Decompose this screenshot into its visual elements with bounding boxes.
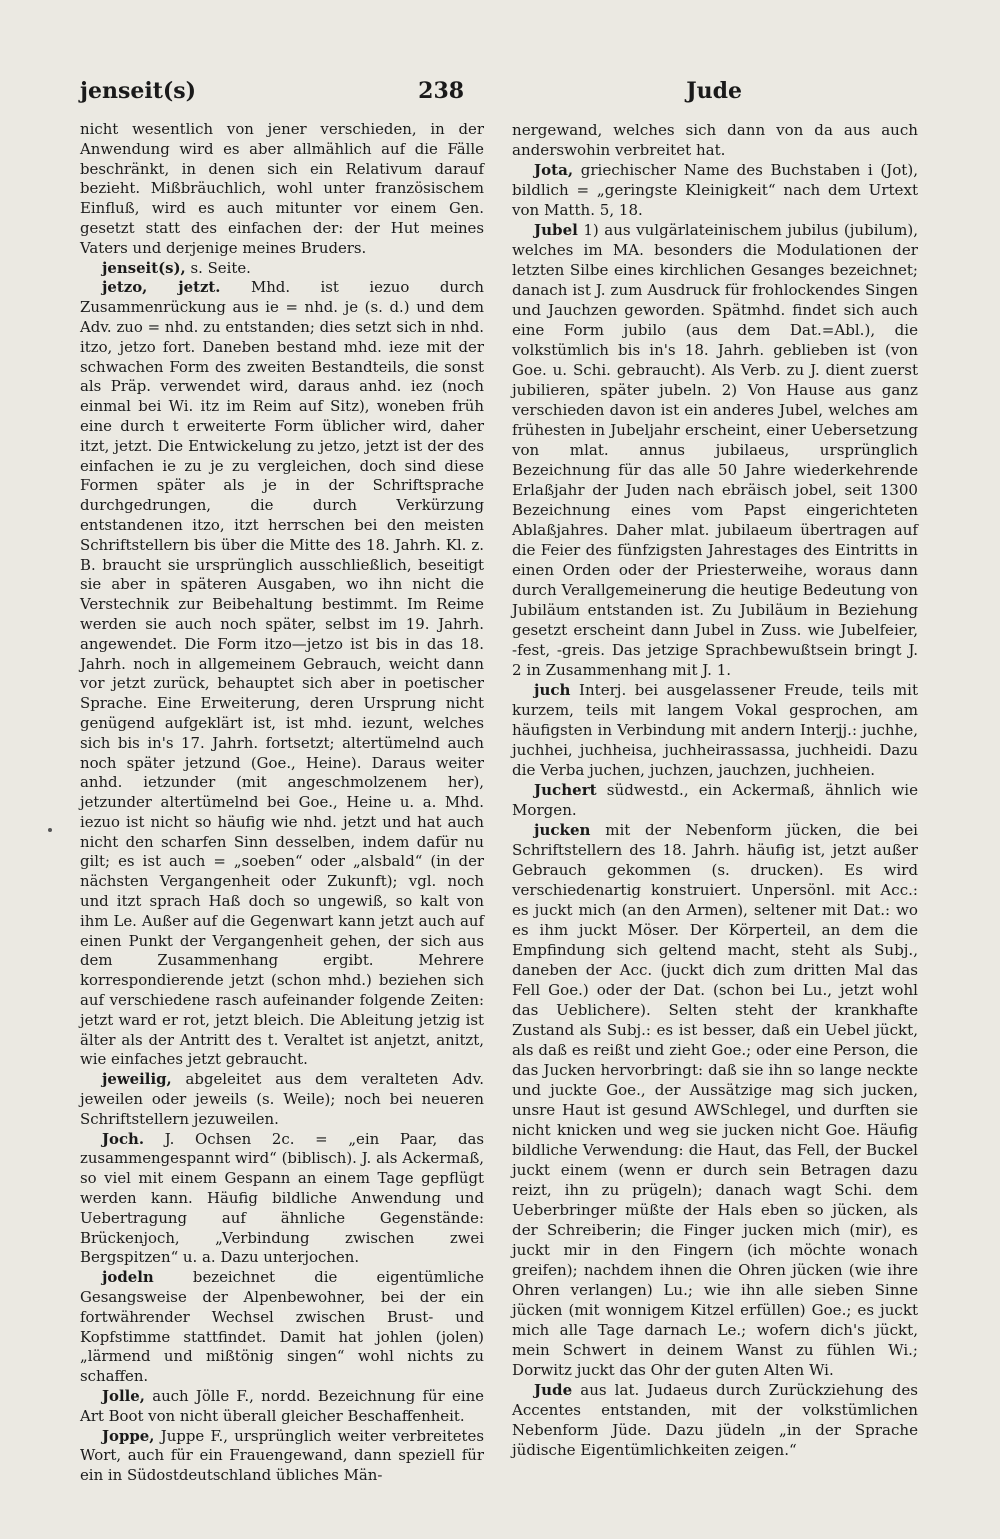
entry-text: bezeichnet die eigentümliche Gesangsweise der Alpenbewohner, bei der ein fortwährender Wechsel zwischen Brust- und Kopfstimme stattfindet. Damit hat johlen (jolen) „lärmend und mißtönig singen“ wohl nichts zu schaffen. — [80, 1268, 484, 1386]
entry-text: mit der Nebenform jücken, die bei Schriftstellern des 18. Jahrh. häufig ist, jetzt außer Gebrauch gekommen (s. drucken). Es wird verschiedenartig konstruiert. Unpersönl. mit Acc.: es juckt mich (an den Armen), seltener mit Dat.: wo es ihm juckt Möser. Der Körperteil, an dem die Empfindung sich geltend macht, steht als Subj., daneben der Acc. (juckt dich zum dritten Mal das Fell Goe.) oder der Dat. (schon bei Lu., jetzt wohl das Ueblichere). Selten steht der krankhafte Zustand als Subj.: es ist besser, daß ein Uebel jückt, als daß es reißt und zieht Goe.; oder eine Person, die das Jucken hervorbringt: daß sie ihn so lange neckte und juckte Goe., der Aussätzige mag sich jucken, unsre Haut ist gesund AWSchlegel, und durften sie nicht knicken und weg sie jucken nicht Goe. Häufig bildliche Verwendung: die Haut, das Fell, der Buckel juckt einem (wenn er durch sein Betragen dazu reizt, ihn zu prügeln); danach wagt Schi. dem Ueberbringer müßte der Hals eben so jücken, als der Schreiberin; die Finger jucken mich (mir), es juckt mir in den Fingern (ich möchte wonach greifen); nachdem ihnen die Ohren jücken (wie ihre Ohren verlangen) Lu.; wie ihn alle sieben Sinne jücken (mit wonnigem Kitzel erfüllen) Goe.; es juckt mich alle Tage darnach Le.; wofern dich's jückt, mein Schwert in deinem Wanst zu fühlen Wi.; Dorwitz juckt das Ohr der guten Alten Wi. — [512, 821, 918, 1379]
entry-headword: jodeln — [102, 1268, 154, 1287]
entry — [512, 680, 918, 780]
right-column — [512, 120, 918, 1460]
running-header — [80, 78, 742, 108]
entry-headword: jucken — [534, 821, 591, 839]
entry-text: nicht wesentlich von jener verschieden, in der Anwendung wird es aber allmählich auf die Fälle beschränkt, in denen sich ein Relativum darauf bezieht. Mißbräuchlich, wohl unter französischem Einfluß, wird es auch mitunter vor einem Gen. gesetzt statt des einfachen der: der Hut meines Vaters und derjenige meines Bruders. — [80, 120, 484, 257]
entry-text: südwestd., ein Ackermaß, ähnlich wie Morgen. — [512, 781, 918, 819]
entry — [80, 259, 484, 279]
entry — [512, 820, 918, 1380]
entry-text: Mhd. ist iezuo durch Zusammenrückung aus ie = nhd. je (s. d.) und dem Adv. zuo = nhd. zu entstanden; dies setzt sich in nhd. itzo, jetzo fort. Daneben bestand mhd. ieze mit der schwachen Form des zweiten Bestandteils, die sonst als Präp. verwendet wird, daraus anhd. iez (noch einmal bei Wi. itz im Reim auf Sitz), woneben früh eine durch t erweiterte Form üblicher wird, daher itzt, jetzt. Die Entwickelung zu jetzo, jetzt ist der des einfachen ie zu je zu vergleichen, doch sind diese Formen später als je in der Schriftsprache durchgedrungen, die durch Verkürzung entstandenen itzo, itzt herrschen bei den meisten Schriftstellern bis über die Mitte des 18. Jahrh. Kl. z. B. braucht sie ursprünglich ausschließlich, beseitigt sie aber in späteren Ausgaben, wo ihn nicht die Verstechnik zur Beibehaltung bestimmt. Im Reime werden sie auch noch später, selbst im 19. Jahrh. angewendet. Die Form itzo—jetzo ist bis in das 18. Jahrh. noch in allgemeinem Gebrauch, weicht dann vor jetzt zurück, behauptet sich aber in poetischer Sprache. Eine Erweiterung, deren Ursprung nicht genügend aufgeklärt ist, ist mhd. iezunt, welches sich bis in's 17. Jahrh. fortsetzt; altertümelnd auch noch später jetzund (Goe., Heine). Daraus weiter anhd. ietzunder (mit angeschmolzenem her), jetzunder altertümelnd bei Goe., Heine u. a. Mhd. iezuo ist nicht so häufig wie nhd. jetzt und hat auch nicht den scharfen Sinn desselben, indem dafür nu gilt; es ist auch = „soeben“ oder „alsbald“ (in der nächsten Vergangenheit oder Zukunft); vgl. noch und itzt sprach Haß doch so ungewiß, so kalt von ihm Le. Außer auf die Gegenwart kann jetzt auch auf einen Punkt der Vergangenheit gehen, der sich aus dem Zusammenhang ergibt. Mehrere korrespondierende jetzt (schon mhd.) beziehen sich auf verschiedene rasch aufeinander folgende Zeiten: jetzt ward er rot, jetzt bleich. Die Ableitung jetzig ist älter als der Antritt des t. Veraltet ist anjetzt, anitzt, wie einfaches jetzt gebraucht. — [80, 278, 484, 1069]
entry-text: griechischer Name des Buchstaben i (Jot), bildlich = „geringste Kleinigkeit“ nach dem Urtext von Matth. 5, 18. — [512, 161, 918, 219]
entry-headword: jenseit(s), — [102, 258, 186, 277]
entry-headword: Jubel — [534, 221, 578, 239]
entry — [80, 278, 484, 1070]
entry — [80, 1427, 484, 1486]
entry-headword: jeweilig, — [102, 1070, 172, 1089]
entry — [80, 1070, 484, 1129]
entry-text: abgeleitet aus dem veralteten Adv. jeweilen oder jeweils (s. Weile); noch bei neueren Schriftstellern jezuweilen. — [80, 1070, 484, 1128]
entry-text: aus lat. Judaeus durch Zurückziehung des Accentes entstanden, mit der volkstümlichen Nebenform Jüde. Dazu jüdeln „in der Sprache jüdische Eigentümlichkeiten zeigen.“ — [512, 1381, 918, 1459]
entry-text: J. Ochsen 2c. = „ein Paar, das zusammengespannt wird“ (biblisch). J. als Ackermaß, so viel mit einem Gespann an einem Tage gepflügt werden kann. Häufig bildliche Anwendung und Uebertragung auf ähnliche Gegenstände: Brückenjoch, „Verbindung zwischen zwei Bergspitzen“ u. a. Dazu unterjochen. — [80, 1129, 484, 1267]
entry-continuation — [512, 120, 918, 160]
entry-headword: Joch. — [102, 1129, 145, 1148]
entry — [80, 1130, 484, 1269]
entry-headword: juch — [534, 681, 571, 699]
entry-text: s. Seite. — [185, 258, 251, 277]
header-right-catchword: Jude — [686, 78, 742, 104]
header-left-catchword: jenseit(s) — [80, 78, 197, 104]
entry-headword: Jude — [534, 1381, 573, 1399]
entry-headword: Jolle, — [102, 1387, 145, 1405]
entry-text: 1) aus vulgärlateinischem jubilus (jubilum), welches im MA. besonders die Modulationen der letzten Silbe eines kirchlichen Gesanges bezeichnet; danach ist J. zum Ausdruck für frohlockendes Singen und Jauchzen geworden. Spätmhd. findet sich auch eine Form jubilo (aus dem Dat.=Abl.), die volkstümlich bis in's 18. Jahrh. geblieben ist (von Goe. u. Schi. gebraucht). Als Verb. zu J. dient zuerst jubilieren, später jubeln. 2) Von Hause aus ganz verschieden davon ist ein anderes Jubel, welches am frühesten in Jubeljahr erscheint, einer Uebersetzung von mlat. annus jubilaeus, ursprünglich Bezeichnung für das alle 50 Jahre wiederkehrende Erlaßjahr der Juden nach ebräisch jobel, seit 1300 Bezeichnung eines vom Papst eingerichteten Ablaßjahres. Daher mlat. jubilaeum übertragen auf die Feier des fünfzigsten Jahrestages des Eintritts in einen Orden oder der Priesterweihe, woraus dann durch Verallgemeinerung die heutige Bedeutung von Jubiläum entstanden ist. Zu Jubiläum in Beziehung gesetzt erscheint dann Jubel in Zuss. wie Jubelfeier, -fest, -greis. Das jetzige Sprachbewußtsein bringt J. 2 in Zusammenhang mit J. 1. — [512, 221, 918, 679]
entry-headword: jetzo, jetzt. — [102, 278, 221, 297]
entry-headword: Joppe, — [102, 1426, 155, 1445]
entry — [512, 220, 918, 680]
entry — [512, 780, 918, 820]
entry — [512, 1380, 918, 1460]
entry-text: Interj. bei ausgelassener Freude, teils mit kurzem, teils mit langem Vokal gesprochen, am häufigsten in Verbindung mit andern Interjj.: juchhe, juchhei, juchheisa, juchheirassassa, juchheidi. Dazu die Verba juchen, juchzen, jauchzen, juchheien. — [512, 681, 918, 779]
entry-headword: Jota, — [534, 161, 574, 179]
entry — [80, 1268, 484, 1387]
entry-text: Juppe F., ursprünglich weiter verbreitetes Wort, auch für ein Frauengewand, dann speziell für ein in Südostdeutschland übliches Män- — [80, 1426, 484, 1485]
entry-text: auch Jölle F., nordd. Bezeichnung für eine Art Boot von nicht überall gleicher Beschaffenheit. — [80, 1387, 484, 1425]
entry-headword: Juchert — [534, 781, 597, 799]
entry-text: nergewand, welches sich dann von da aus auch anderswohin verbreitet hat. — [512, 121, 918, 159]
left-column — [80, 120, 484, 1486]
page-number: 238 — [418, 78, 465, 104]
entry-continuation — [80, 120, 484, 259]
entry — [80, 1387, 484, 1427]
entry — [512, 160, 918, 220]
scan-dot — [48, 828, 52, 832]
